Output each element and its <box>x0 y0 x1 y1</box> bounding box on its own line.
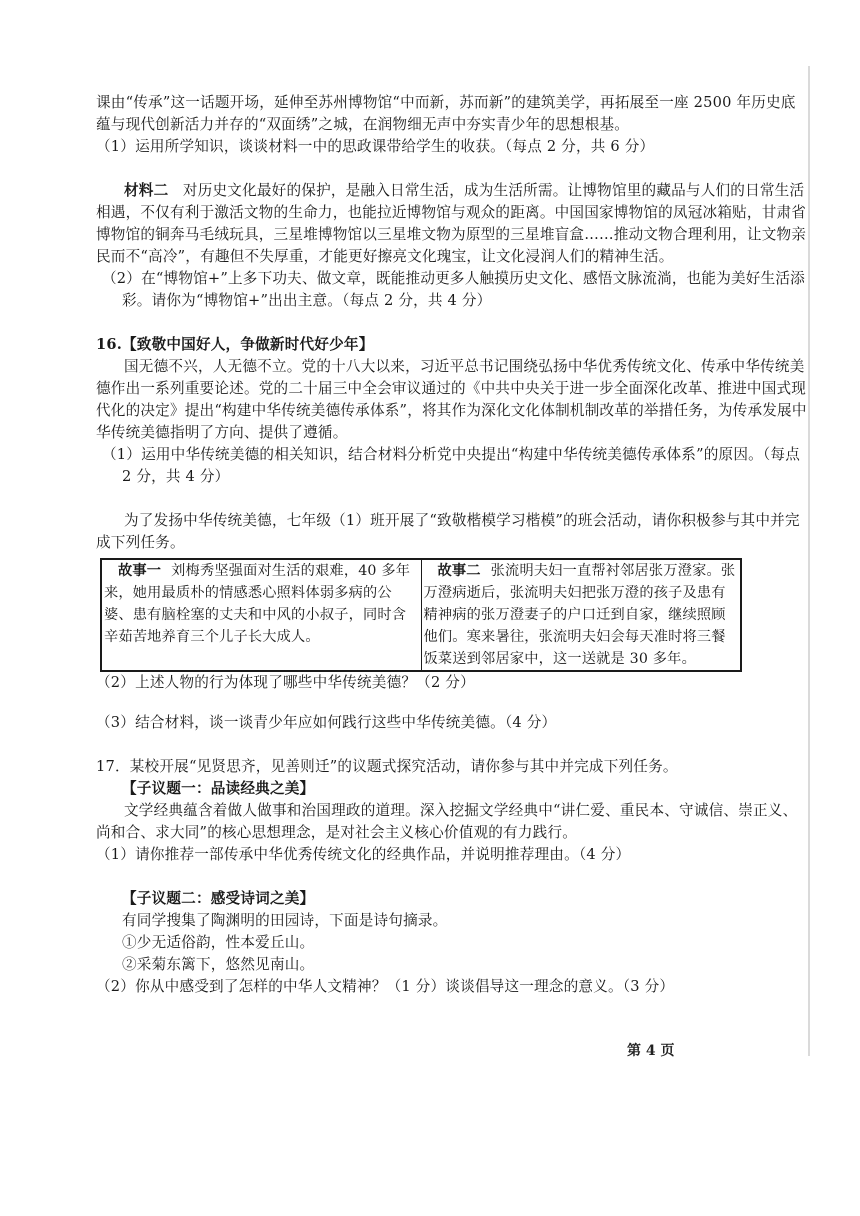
material2-text: 对历史文化最好的保护，是融入日常生活，成为生活所需。让博物馆里的藏品与人们的日常生活相遇，不仅有利于激活文物的生命力，也能拉近博物馆与观众的距离。中国国家博物馆的凤冠冰箱贴，甘肃省博物馆的铜奔马毛绒玩具，三星堆博物馆以三星堆文物为原型的三星堆盲盒……推动文物合理利用，让文物亲民而不“高冷”，有趣但不失厚重，才能更好擦亮文化瑰宝，让文化浸润人们的精神生活。 <box>96 182 807 265</box>
poem-line-2: ②采菊东篱下，悠然见南山。 <box>122 956 315 973</box>
poem-line-1: ①少无适俗韵，性本爱丘山。 <box>122 934 315 951</box>
material1-tail: 课由“传承”这一话题开场，延伸至苏州博物馆“中而新，苏而新”的建筑美学，再拓展至一座 2500 年历史底蕴与现代创新活力并存的“双面绣”之城，在润物细无声中夯实青少年的思想根基。 <box>96 94 796 133</box>
question-15-1: （1）运用所学知识，谈谈材料一中的思政课带给学生的收获。（每点 2 分，共 6 分） <box>96 138 655 155</box>
story-one-title: 故事一 <box>118 563 162 579</box>
question-16-intro: 为了发扬中华传统美德，七年级（1）班开展了“致敬楷模学习楷模”的班会活动，请你积极参与其中并完成下列任务。 <box>96 512 800 551</box>
question-16-2: （2）上述人物的行为体现了哪些中华传统美德？（2 分） <box>96 674 475 691</box>
question-16-material: 国无德不兴，人无德不立。党的十八大以来，习近平总书记围绕弘扬中华优秀传统文化、传承中华传统美德作出一系列重要论述。党的二十届三中全会审议通过的《中共中央关于进一步全面深化改革、推进中国式现代化的决定》提出“构建中华传统美德传承体系”，将其作为深化文化体制机制改革的举措任务，为传承发展中华传统美德指明了方向、提供了遵循。 <box>96 358 807 441</box>
question-17-2: （2）你从中感受到了怎样的中华人文精神？（1 分）谈谈倡导这一理念的意义。（3 分） <box>96 978 675 995</box>
question-16-3: （3）结合材料，谈一谈青少年应如何践行这些中华传统美德。（4 分） <box>96 714 557 731</box>
stories-table <box>100 558 742 672</box>
story-two-text: 张流明夫妇一直帮衬邻居张万澄家。张万澄病逝后，张流明夫妇把张万澄的孩子及患有精神病的张万澄妻子的户口迁到自家，继续照顾他们。寒来暑往，张流明夫妇会每天准时将三餐饭菜送到邻居家中，这一送就是 30 多年。 <box>423 563 736 667</box>
material2-label: 材料二 <box>124 182 169 199</box>
page-number: 第 4 页 <box>627 1043 675 1059</box>
story-two-title: 故事二 <box>437 563 481 579</box>
question-17-title: 17．某校开展“见贤思齐，见善则迁”的议题式探究活动，请你参与其中并完成下列任务。 <box>96 758 678 775</box>
subtopic-2-line-1: 有同学搜集了陶渊明的田园诗，下面是诗句摘录。 <box>122 912 448 929</box>
story-two-cell <box>421 559 741 671</box>
question-15-2: （2）在“博物馆+”上多下功夫、做文章，既能推动更多人触摸历史文化、感悟文脉流淌，也能为美好生活添彩。请你为“博物馆+”出出主意。（每点 2 分，共 4 分） <box>102 270 805 309</box>
question-16-title: 16.【致敬中国好人，争做新时代好少年】 <box>96 336 374 353</box>
story-one-cell <box>101 559 421 671</box>
story-one-text: 刘梅秀坚强面对生活的艰难，40 多年来，她用最质朴的情感悉心照料体弱多病的公婆、患有脑栓塞的丈夫和中风的小叔子，同时含辛茹苦地养育三个儿子长大成人。 <box>104 563 411 645</box>
question-17-1: （1）请你推荐一部传承中华优秀传统文化的经典作品，并说明推荐理由。（4 分） <box>96 846 631 863</box>
question-16-1: （1）运用中华传统美德的相关知识，结合材料分析党中央提出“构建中华传统美德传承体系”的原因。（每点 2 分，共 4 分） <box>102 446 801 485</box>
exam-page <box>96 92 808 998</box>
subtopic-2-title: 【子议题二：感受诗词之美】 <box>122 890 315 907</box>
subtopic-1-title: 【子议题一：品读经典之美】 <box>122 780 315 797</box>
page-edge-line <box>808 66 810 1056</box>
material2-paragraph <box>96 180 808 268</box>
subtopic-1-text: 文学经典蕴含着做人做事和治国理政的道理。深入挖掘文学经典中“讲仁爱、重民本、守诚信、崇正义、尚和合、求大同”的核心思想理念，是对社会主义核心价值观的有力践行。 <box>96 802 798 841</box>
